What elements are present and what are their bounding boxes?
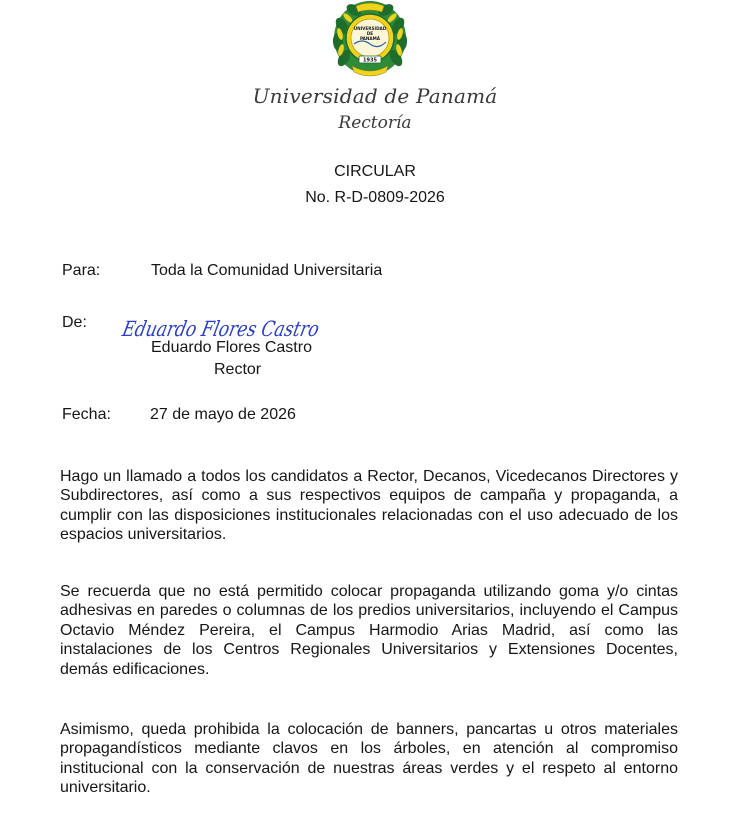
- date-label: Fecha:: [62, 406, 111, 423]
- from-label: De:: [62, 314, 87, 331]
- seal-name-line1: UNIVERSIDAD: [353, 26, 387, 31]
- seal-name-line2: DE: [366, 31, 374, 36]
- from-name: Eduardo Flores Castro: [151, 339, 312, 356]
- institution-name: Universidad de Panamá: [252, 84, 498, 108]
- date-value: 27 de mayo de 2026: [150, 406, 296, 423]
- seal-name-line3: PANAMÁ: [359, 36, 381, 41]
- circular-title: CIRCULAR: [334, 163, 416, 180]
- university-seal-logo: [332, 0, 408, 78]
- body-paragraph-1: Hago un llamado a todos los candidatos a Rector, Decanos, Vicedecanos Directores y Subdirectores, así como a sus respectivos equipos de campaña y propaganda, a cumplir con las disposiciones institucionales relacionadas con el uso adecuado de los espacios universitarios.: [60, 468, 678, 544]
- seal-year: 1935: [363, 57, 377, 64]
- to-label: Para:: [62, 262, 101, 279]
- office-name: Rectoría: [338, 113, 412, 133]
- signature-text: Eduardo Flores Castro: [120, 317, 368, 342]
- body-paragraph-2: Se recuerda que no está permitido colocar propaganda utilizando goma y/o cintas adhesivas en paredes o columnas de los predios universitarios, incluyendo el Campus Octavio Méndez Pereira, el Campus Harmodio Arias Madrid, así como las instalaciones de los Centros Regionales Universitarios y Extensiones Docentes, demás edificaciones.: [60, 583, 678, 678]
- from-title: Rector: [214, 361, 262, 378]
- to-value: Toda la Comunidad Universitaria: [151, 262, 383, 279]
- circular-number: No. R-D-0809-2026: [305, 189, 445, 206]
- body-paragraph-3: Asimismo, queda prohibida la colocación de banners, pancartas u otros materiales propagandísticos mediante clavos en los árboles, en atención al compromiso institucional con la conservación de nuestras áreas verdes y el respeto al entorno universitario.: [60, 721, 678, 797]
